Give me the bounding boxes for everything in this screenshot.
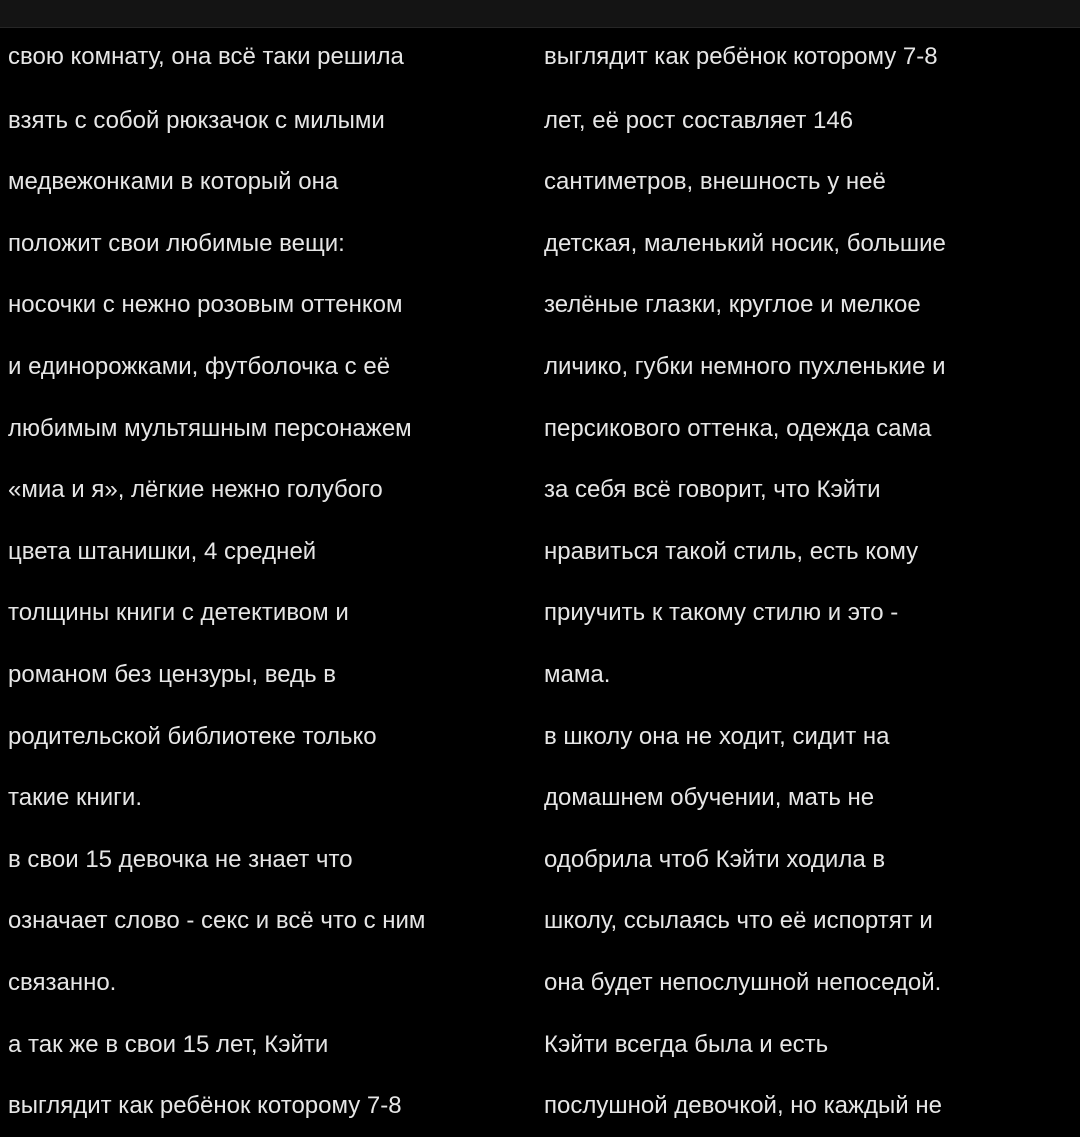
text-line: любимым мультяшным персонажем <box>8 414 412 442</box>
top-bar <box>0 0 1080 28</box>
text-line: цвета штанишки, 4 средней <box>8 537 317 565</box>
text-line: означает слово - секс и всё что с ним <box>8 907 426 935</box>
text-line: школу, ссылаясь что её испортят и <box>544 907 933 935</box>
text-line: сантиметров, внешность у неё <box>544 168 886 196</box>
text-line: и единорожками, футболочка с её <box>8 352 391 380</box>
right-text-column <box>544 28 1076 1137</box>
text-line: романом без цензуры, ведь в <box>8 660 336 688</box>
text-line: послушной девочкой, но каждый не <box>544 1092 942 1120</box>
text-line: детская, маленький носик, большие <box>544 229 946 257</box>
text-line: медвежонками в который она <box>8 168 339 196</box>
text-line: персикового оттенка, одежда сама <box>544 414 932 442</box>
document-page <box>0 28 1080 1124</box>
text-line: родительской библиотеке только <box>8 722 377 750</box>
text-line: одобрила чтоб Кэйти ходила в <box>544 845 886 873</box>
text-line: «миа и я», лёгкие нежно голубого <box>8 476 383 504</box>
text-line: приучить к такому стилю и это - <box>544 599 899 627</box>
text-line: мама. <box>544 660 611 688</box>
text-line: Кэйти всегда была и есть <box>544 1030 829 1058</box>
text-line: взять с собой рюкзачок с милыми <box>8 106 385 134</box>
text-line: положит свои любимые вещи: <box>8 229 345 257</box>
text-line: такие книги. <box>8 784 142 812</box>
text-line: носочки с нежно розовым оттенком <box>8 291 403 319</box>
text-line: она будет непослушной непоседой. <box>544 968 942 996</box>
text-line: за себя всё говорит, что Кэйти <box>544 476 881 504</box>
text-line: личико, губки немного пухленькие и <box>544 352 946 380</box>
text-line: в свои 15 девочка не знает что <box>8 845 353 873</box>
text-line: выглядит как ребёнок которому 7-8 <box>544 43 938 70</box>
text-line: лет, её рост составляет 146 <box>544 106 854 134</box>
text-line: зелёные глазки, круглое и мелкое <box>544 291 921 319</box>
text-line: в школу она не ходит, сидит на <box>544 722 890 750</box>
left-text-column <box>8 28 538 1137</box>
text-line: а так же в свои 15 лет, Кэйти <box>8 1030 329 1058</box>
text-line: толщины книги с детективом и <box>8 599 349 627</box>
text-line: нравиться такой стиль, есть кому <box>544 537 919 565</box>
text-line: выглядит как ребёнок которому 7-8 <box>8 1092 402 1120</box>
text-line: связанно. <box>8 968 117 996</box>
text-line: домашнем обучении, мать не <box>544 784 875 812</box>
text-line: свою комнату, она всё таки решила <box>8 43 404 70</box>
